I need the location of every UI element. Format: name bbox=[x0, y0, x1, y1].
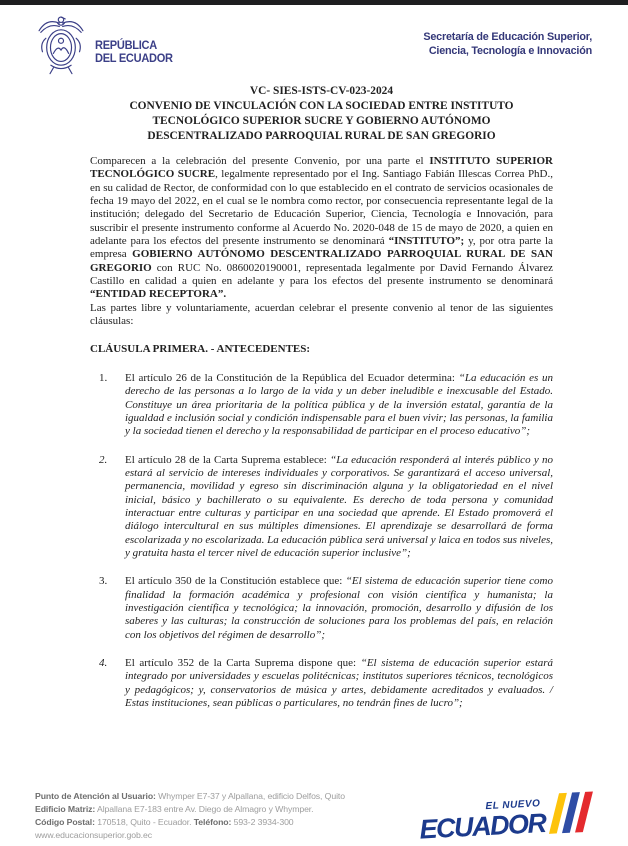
text-run: Teléfono: bbox=[193, 817, 232, 827]
document-title-line: VC- SIES-ISTS-CV-023-2024 bbox=[249, 85, 394, 97]
clause-heading: CLÁUSULA PRIMERA. - ANTECEDENTES: bbox=[90, 343, 311, 356]
republic-label-line2: DEL ECUADOR bbox=[95, 51, 173, 65]
ecuador-label: ECUADOR bbox=[418, 808, 547, 845]
text-run: Edificio Matriz: bbox=[35, 804, 96, 814]
text-run: “La educación es un derecho de las personas a lo largo de la vida y un deber ineludible e inexcusable del Estado. Constituye un área prioritaria de la política pública y de la inversión estatal, garantía de la igualdad e inclusión social y condición indispensable para el buen vivir; las personas, la familia y la sociedad tienen el derecho y la responsabilidad de participar en el proceso educativo”; bbox=[125, 371, 553, 438]
text-run: Whymper E7-37 y Alpallana, edificio Delfos, Quito bbox=[155, 791, 345, 801]
text-run: Las partes libre y voluntariamente, acuerdan celebrar el presente convenio al tenor de las siguientes cláusulas: bbox=[90, 301, 553, 328]
antecedent-item bbox=[90, 454, 553, 561]
footer-line bbox=[35, 803, 345, 816]
el-nuevo-ecuador-logo-text bbox=[418, 799, 546, 844]
ecuador-coat-of-arms-icon bbox=[34, 13, 88, 77]
text-run: “El sistema de educación superior tiene como finalidad la formación académica y profesional con visión científica y humanista; la investigación científica y tecnológica; la innovación, promoción, desarrollo y difusión de los saberes y las culturas; la construcción de soluciones para los problemas del país, en relación con los objetivos del régimen de desarrollo”; bbox=[125, 575, 553, 641]
text-run: con RUC No. 0860020190001, representada legalmente por David Fernando Álvarez Castillo en calidad a quien en adelante y para los efectos del presente instrumento se denominará bbox=[90, 261, 553, 288]
text-run: 170518, Quito - Ecuador. bbox=[94, 817, 194, 827]
page-header bbox=[34, 13, 592, 77]
antecedent-number: 3. bbox=[99, 575, 108, 588]
document-title-line: CONVENIO DE VINCULACIÓN CON LA SOCIEDAD ENTRE INSTITUTO bbox=[129, 100, 514, 112]
document-title bbox=[90, 84, 553, 144]
secretariat-line1: Secretaría de Educación Superior, bbox=[423, 31, 592, 43]
el-nuevo-label: EL NUEVO bbox=[485, 798, 541, 813]
republic-brand bbox=[34, 13, 180, 77]
antecedent-text bbox=[125, 657, 553, 710]
text-run: Alpallana E7-183 entre Av. Diego de Almagro y Whymper. bbox=[95, 804, 314, 814]
el-nuevo-ecuador-logo bbox=[418, 789, 596, 843]
text-run: , legalmente representado por el Ing. Santiago Fabián Illescas Correa PhD., en su calidad de Rector, de conformidad con lo que establecido en el contrato de servicios ocasionales de fecha 19 mayo del 2022, en el cual se le nombra como rector, por consecuencia representante legal de la institución; delegado del Secretario de Educación Superior, Ciencia, Tecnología e Innovación, para suscribir el presente instrumento conforme al Acuerdo No. 2020-048 de 15 de mayo de 2020, a quien en adelante para los efectos del presente instrumento se denominará bbox=[90, 168, 553, 248]
opening-paragraph bbox=[90, 155, 553, 302]
text-run: El artículo 28 de la Carta Suprema establece: bbox=[125, 453, 331, 466]
antecedent-text bbox=[125, 372, 553, 439]
antecedent-item bbox=[90, 575, 553, 642]
secretariat-line2: Ciencia, Tecnología e Innovación bbox=[428, 44, 592, 57]
antecedent-number: 4. bbox=[99, 657, 108, 669]
republic-label bbox=[95, 39, 173, 65]
footer-contact-info bbox=[35, 790, 345, 842]
antecedents-list bbox=[90, 372, 553, 711]
top-border-bar bbox=[0, 0, 628, 5]
text-run: GOBIERNO AUTÓNOMO DESCENTRALIZADO PARROQUIAL RURAL DE SAN GREGORIO bbox=[90, 248, 553, 274]
text-run: Punto de Atención al Usuario: bbox=[35, 791, 156, 801]
footer-line bbox=[35, 816, 345, 829]
document-body bbox=[90, 84, 553, 710]
text-run: El artículo 352 de la Carta Suprema dispone que: bbox=[125, 657, 361, 669]
antecedent-number: 1. bbox=[99, 371, 108, 384]
text-run: INSTITUTO SUPERIOR TECNOLÓGICO SUCRE bbox=[90, 155, 554, 181]
agreement-paragraph bbox=[90, 302, 553, 329]
antecedent-text bbox=[125, 454, 553, 561]
antecedent-item bbox=[90, 657, 553, 710]
text-run: El artículo 26 de la Constitución de la República del Ecuador determina: bbox=[125, 371, 459, 384]
text-run: “ENTIDAD RECEPTORA”. bbox=[90, 288, 227, 301]
text-run: “INSTITUTO”; bbox=[388, 235, 465, 248]
antecedent-number: 2. bbox=[99, 453, 108, 466]
flag-stripes-icon bbox=[547, 789, 596, 835]
document-title-line: TECNOLÓGICO SUPERIOR SUCRE Y GOBIERNO AUTÓNOMO bbox=[152, 115, 491, 127]
text-run: www.educacionsuperior.gob.ec bbox=[35, 830, 152, 840]
footer-line bbox=[35, 790, 345, 803]
el-nuevo-ecuador-logo-inner bbox=[418, 789, 596, 843]
text-run: Comparecen a la celebración del presente Convenio, por una parte el bbox=[90, 155, 430, 167]
document-title-line: DESCENTRALIZADO PARROQUIAL RURAL DE SAN GREGORIO bbox=[147, 130, 496, 142]
antecedent-text bbox=[125, 575, 553, 642]
text-run: “El sistema de educación superior estará integrado por universidades y escuelas politécnicas; institutos superiores técnicos, tecnológicos y pedagógicos; y, conservatorios de música y artes, debidamente acreditados y evaluados. / Estas instituciones, sean públicas o particulares, no tendrán fines de lucro”; bbox=[125, 657, 553, 710]
footer-line bbox=[35, 829, 345, 842]
republic-label-line1: REPÚBLICA bbox=[95, 38, 157, 52]
text-run: “La educación responderá al interés público y no estará al servicio de intereses individuales y corporativos. Se garantizará el acceso universal, permanencia, movilidad y egreso sin discriminación alguna y la obligatoriedad en el nivel inicial, básico y bachillerato o su equivalente. Es derecho de toda persona y comunidad interactuar entre culturas y participar en una sociedad que aprende. El Estado promoverá el diálogo intercultural en sus múltiples dimensiones. El aprendizaje se desarrollará de forma escolarizada y no escolarizada. La educación pública será universal y laica en todos sus niveles, y gratuita hasta el tercer nivel de educación superior inclusive”; bbox=[125, 453, 553, 559]
secretariat-label bbox=[423, 31, 592, 58]
text-run: El artículo 350 de la Constitución establece que: bbox=[125, 575, 346, 588]
text-run: Código Postal: bbox=[35, 817, 95, 827]
antecedent-item bbox=[90, 372, 553, 439]
text-run: y, por otra parte la empresa bbox=[90, 235, 553, 261]
text-run: 593-2 3934-300 bbox=[231, 817, 294, 827]
